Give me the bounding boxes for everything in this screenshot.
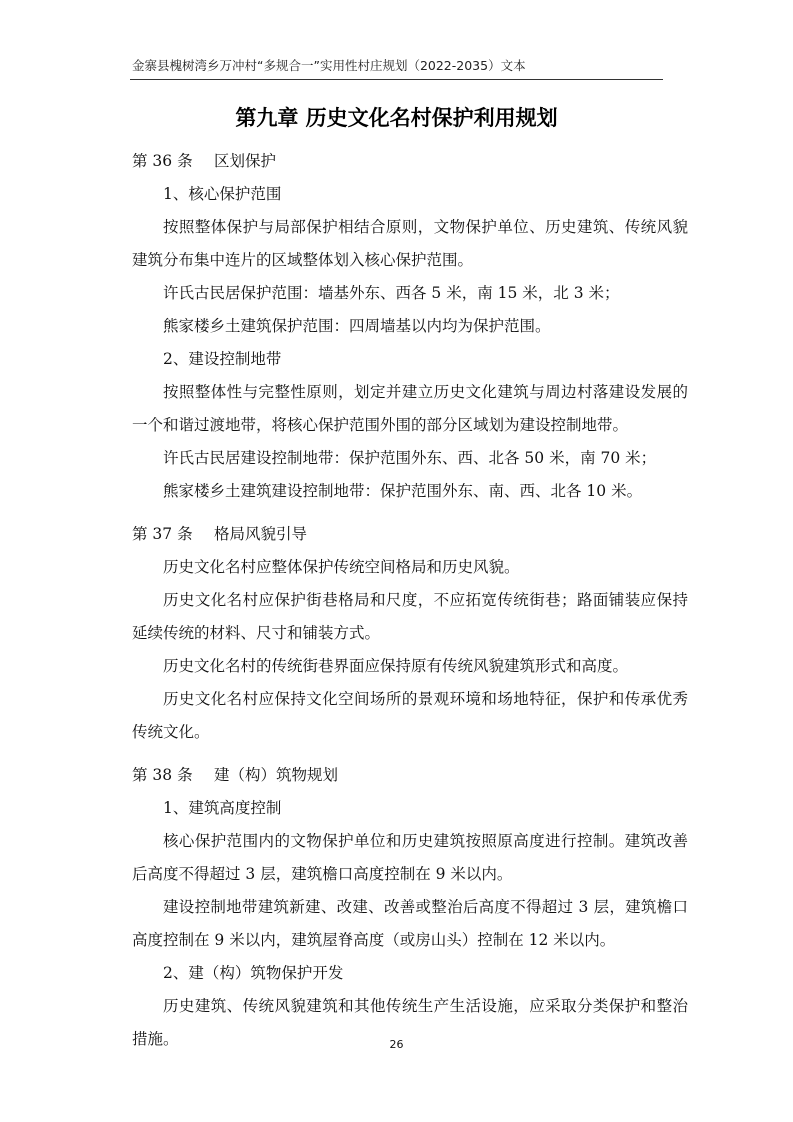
paragraph: 2、建设控制地带 <box>163 350 282 368</box>
paragraph: 历史文化名村的传统街巷界面应保持原有传统风貌建筑形式和高度。 <box>163 657 629 675</box>
paragraph: 熊家楼乡土建筑建设控制地带：保护范围外东、南、西、北各 10 米。 <box>163 482 643 500</box>
paragraph: 核心保护范围内的文物保护单位和历史建筑按照原高度进行控制。建筑改善后高度不得超过 3 层，建筑檐口高度控制在 9 米以内。 <box>132 832 688 883</box>
running-header: 金寨县槐树湾乡万冲村“多规合一”实用性村庄规划（2022-2035）文本 <box>132 58 526 73</box>
header-divider <box>130 79 663 80</box>
paragraph: 按照整体性与完整性原则，划定并建立历史文化建筑与周边村落建设发展的一个和谐过渡地带，将核心保护范围外围的部分区域划为建设控制地带。 <box>132 383 688 434</box>
paragraph: 2、建（构）筑物保护开发 <box>163 964 344 982</box>
paragraph: 按照整体保护与局部保护相结合原则，文物保护单位、历史建筑、传统风貌建筑分布集中连片的区域整体划入核心保护范围。 <box>132 218 688 269</box>
paragraph: 历史文化名村应整体保护传统空间格局和历史风貌。 <box>163 558 520 576</box>
article-number: 第 38 条 <box>132 766 193 784</box>
article-heading <box>132 759 688 792</box>
paragraph: 熊家楼乡土建筑保护范围：四周墙基以内均为保护范围。 <box>163 317 551 335</box>
section-gap <box>132 749 688 759</box>
article-number: 第 36 条 <box>132 152 193 170</box>
paragraph: 历史文化名村应保护街巷格局和尺度，不应拓宽传统街巷；路面铺装应保持延续传统的材料、尺寸和铺装方式。 <box>132 591 688 642</box>
paragraph: 建设控制地带建筑新建、改建、改善或整治后高度不得超过 3 层，建筑檐口高度控制在 9 米以内，建筑屋脊高度（或房山头）控制在 12 米以内。 <box>132 898 688 949</box>
page-number: 26 <box>389 1038 404 1051</box>
paragraph: 历史建筑、传统风貌建筑和其他传统生产生活设施，应采取分类保护和整治措施。 <box>132 997 688 1048</box>
paragraph: 许氏古民居建设控制地带：保护范围外东、西、北各 50 米，南 70 米； <box>163 449 657 467</box>
paragraph: 1、建筑高度控制 <box>163 799 282 817</box>
article-heading <box>132 145 688 178</box>
section-gap <box>132 508 688 518</box>
paragraph: 历史文化名村应保持文化空间场所的景观环境和场地特征，保护和传承优秀传统文化。 <box>132 690 688 741</box>
paragraph: 1、核心保护范围 <box>163 185 282 203</box>
article-heading <box>132 518 688 551</box>
article-number: 第 37 条 <box>132 525 193 543</box>
document-body <box>132 145 688 1056</box>
article-title: 区划保护 <box>214 152 277 170</box>
article-title: 建（构）筑物规划 <box>214 766 339 784</box>
article-title: 格局风貌引导 <box>214 525 308 543</box>
paragraph: 许氏古民居保护范围：墙基外东、西各 5 米，南 15 米，北 3 米； <box>163 284 620 302</box>
chapter-title: 第九章 历史文化名村保护利用规划 <box>235 106 558 130</box>
